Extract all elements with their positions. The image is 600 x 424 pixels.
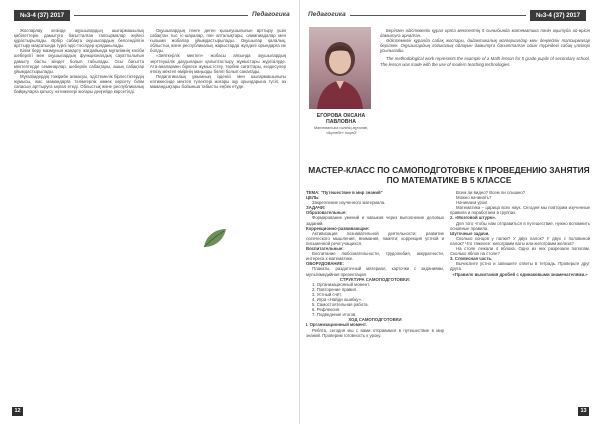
list-item: 6. Рефлексия.: [312, 307, 341, 313]
issue-badge: №3-4 (37) 2017: [530, 10, 586, 21]
paragraph: Берілген әдістемелік құрал орта мектептің 5 сыныбында математика пәнін оқытуда ой-өрісін дамытуға арналған.: [380, 28, 590, 39]
structure-heading: СТРУКТУРА САМОПОДГОТОВКИ:: [339, 276, 411, 282]
text-column-2: [150, 28, 286, 218]
text-column-1: [306, 190, 444, 400]
dev-heading: Коррекционно-развивающие:: [306, 225, 370, 231]
dialog-line: Начинаем урок!: [456, 200, 488, 206]
lesson-theme: ТЕМА: "Путешествие в мир знаний": [306, 190, 383, 195]
article-title: МАСТЕР-КЛАСС ПО САМОПОДГОТОВКЕ К ПРОВЕДЕНИЮ ЗАНЯТИЯ ПО МАТЕМАТИКЕ В 5 КЛАССЕ: [308, 165, 590, 185]
author-caption: [306, 113, 376, 135]
author-photo: [309, 27, 371, 109]
leaf-ornament-icon: [200, 225, 230, 251]
paragraph: Математика – царица всех наук. Сегодня мы повторим изученные правила и поработаем в группах.: [450, 205, 590, 216]
paragraph: Оқушылардың пәнге деген қызығушылығын арттыру үшін сабақтан тыс іс-шаралар, пән апталықтары, олимпиадалар мен ғылыми жобалар ұйымдастырылады. Оқушылар қалалық, облыстық және республикалық жарыстарда жүлделі орындарға ие болды.: [150, 28, 286, 54]
goal-heading: ЦЕЛЬ:: [306, 195, 320, 201]
paragraph: Вычислите устно и запишите ответы в тетрадь. Проверьте друг друга.: [450, 261, 590, 272]
equip-heading: ОБОРУДОВАНИЕ:: [306, 261, 344, 267]
paragraph: Педагогикалық ұжымның ізденісі мен шығармашылығы нәтижесінде мектеп түлектері жоғары оқу орындарына түсіп, өз мамандықтары бойынша табысты еңбек етуде.: [150, 73, 286, 90]
paragraph: Плакаты, раздаточный материал, карточки с заданиями, мультимедийная презентация.: [306, 266, 444, 277]
paragraph: Формирование умений и навыков через выполнение деловых заданий.: [306, 215, 444, 226]
issue-badge: №3-4 (37) 2017: [14, 10, 70, 21]
paragraph: Мұғалімдердің тәжірибе алмасуы, әдістемелік бірлестіктердің жұмысы, жас мамандарға тәлімгерлік көмек көрсету білім сапасын арттыруға ықпал етеді. Облыстық және республикалық байқауларға қатысу нәтижелері жоғары деңгейде көрсетілді.: [14, 73, 144, 95]
section-title: Педагогика: [252, 11, 290, 18]
section-heading: 2. «Мозговой штурм».: [450, 215, 497, 221]
edu-heading: Образовательные:: [306, 210, 347, 216]
page-number: 12: [12, 407, 23, 416]
dialog-line: Всем ли видно? Всем ли слышно?: [456, 190, 526, 195]
list-item: 4. Игра «Найди ошибку».: [312, 296, 363, 302]
page-number: 13: [578, 407, 589, 416]
text-column-1: [14, 28, 144, 386]
paragraph: The methodological work represents the example of a Math lesson for 5 grade pupils of secondary school. The lesson was made with the use of modern teaching technologies.: [380, 56, 590, 67]
paragraph: Воспитание любознательности, трудолюбия, аккуратности, интереса к математике.: [306, 251, 444, 262]
progress-sub: I. Организационный момент.: [306, 322, 367, 328]
paragraph: Әдістемелік құралда сабақ жоспары, дидактикалық материалдар мен деңгейлік тапсырмалар берілген. Оқушылардың логикалық ойлауын дамытуға бағытталған ойын түріндегі сабақ үлгілері ұсынылады.: [380, 38, 590, 54]
closing-heading: «Правило вычитания дробей с одинаковыми знаменателями.»: [452, 271, 588, 277]
progress-heading: ХОД САМОПОДГОТОВКИ: [348, 317, 402, 323]
paragraph: Білім беру мазмұнын жаңарту жағдайында мұғалімнің кәсіби шеберлігі мен оқушылардың функционалдық сауаттылығын дамыту басты міндет болып табылады. Осы бағытта мектептерде семинарлар, шеберлік сабақтары, ашық сабақтар ұйымдастырылады.: [14, 48, 144, 74]
header-rule: [74, 15, 248, 16]
paragraph: Ребята, сегодня мы с вами отправимся в путешествие в мир знаний. Проверим готовность к уроку.: [306, 327, 444, 338]
section-heading: 3. Словесная часть.: [450, 256, 493, 262]
paragraph: Закрепление изученного материала.: [312, 200, 386, 206]
section-heading: Шуточные задачи.: [450, 230, 490, 236]
page-header: [300, 10, 600, 21]
up-heading: Воспитательные:: [306, 246, 344, 252]
list-item: 7. Подведение итогов.: [312, 312, 357, 318]
author-name: ЕГОРОВА ОКСАНА ПАВЛОВНА: [316, 113, 366, 125]
paragraph: «Зияткерлік мектеп» жобасы аясында оқушылардың зерттеушілік дағдыларын қалыптастыру жұмыстары жүргізілуде. Ата-аналармен бірлесе жұмыс істеу, тәрбие сағаттары, кездесулер өткізу мектеп өмірінің маңызды бөлігі болып саналады.: [150, 53, 286, 74]
list-item: 1. Организационный момент.: [312, 281, 370, 287]
header-rule: [350, 15, 526, 16]
paragraph: Активизация познавательной деятельности; развитие логического мышления, внимания, памяти; коррекция устной и письменной речи учащихся.: [306, 230, 444, 246]
paragraph: Для того чтобы нам отправиться в путешествие, нужно вспомнить основные правила.: [450, 220, 590, 231]
list-item: 2. Повторение правил.: [312, 286, 358, 292]
author-portrait-icon: [309, 27, 371, 109]
page-header: [0, 10, 300, 21]
list-item: 3. Устный счёт.: [312, 291, 342, 297]
text-column-2: [450, 190, 590, 400]
section-title: Педагогика: [308, 11, 346, 18]
paragraph: Сколько концов у палки? У двух палок? У двух с половиной палок? Что тяжелее: килограмм ваты или килограмм железа?: [450, 235, 590, 246]
author-role: Математика пәнінің мұғалімі, «Ақтөбе» лицейі: [313, 126, 369, 135]
list-item: 5. Самостоятельная работа.: [312, 302, 369, 308]
paragraph: На столе лежали 4 яблока. Одно из них разрезали пополам. Сколько яблок на столе?: [450, 246, 590, 257]
tasks-heading: ЗАДАЧИ:: [306, 205, 326, 211]
dialog-line: Можно начинать?: [456, 195, 492, 201]
paragraph: Жоспарлау кезінде оқушылардың шығармашылық қабілеттерін дамытуға бағытталған тапсырмалар жүйесі құрастырылады. Әрбір сабақта оқушылардың белсенділігін арттыру мақсатында түрлі әдіс-тәсілдер қолданылады.: [14, 28, 144, 49]
intro-text: [380, 28, 590, 158]
